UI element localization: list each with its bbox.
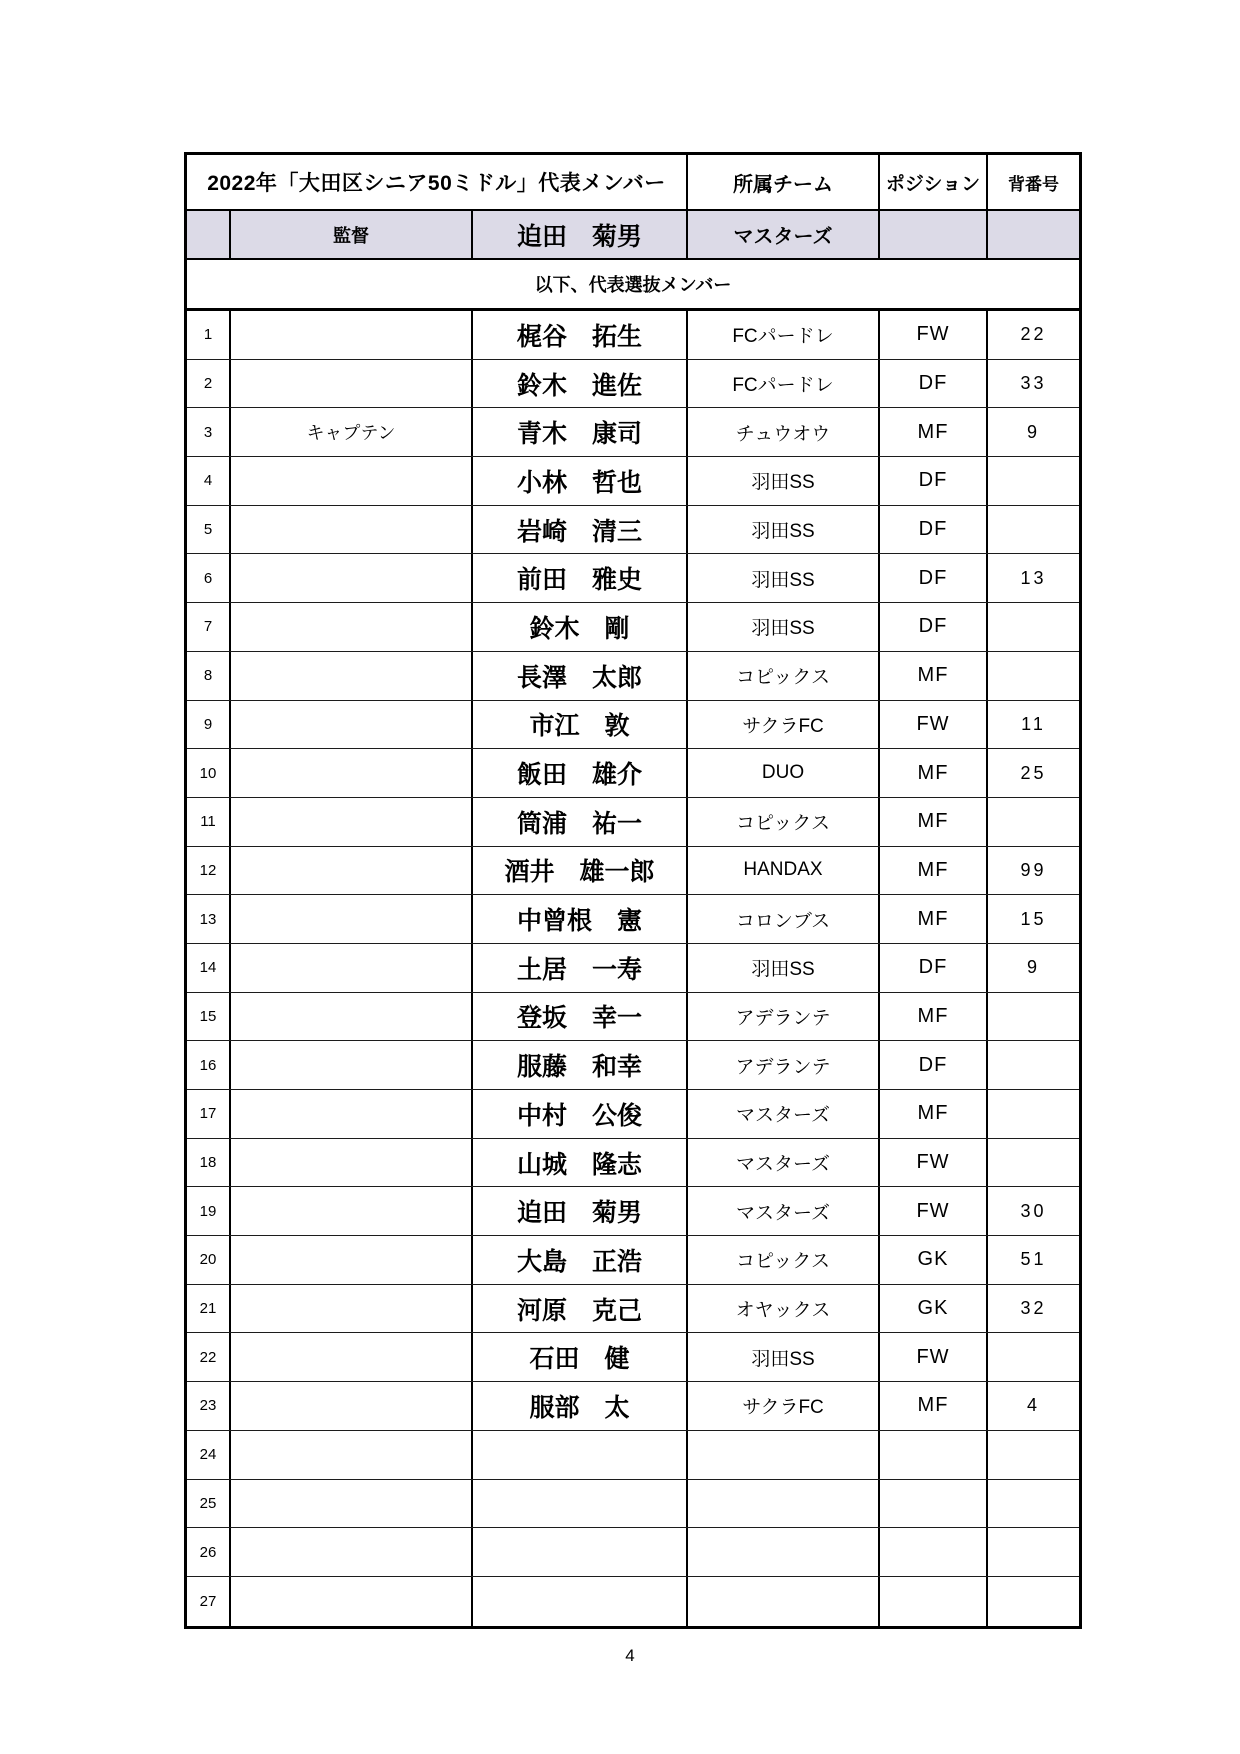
player-no: 12 bbox=[187, 847, 231, 895]
player-name bbox=[473, 1577, 688, 1626]
player-row bbox=[187, 554, 1079, 603]
player-team: FCパードレ bbox=[688, 311, 880, 359]
player-team: FCパードレ bbox=[688, 360, 880, 408]
player-row bbox=[187, 506, 1079, 555]
player-note bbox=[231, 1577, 473, 1626]
player-position: DF bbox=[880, 1041, 988, 1089]
player-note bbox=[231, 1382, 473, 1430]
player-no: 14 bbox=[187, 944, 231, 992]
player-row bbox=[187, 311, 1079, 360]
player-number: 11 bbox=[1021, 713, 1046, 734]
column-header-team: 所属チーム bbox=[688, 155, 880, 209]
player-position bbox=[880, 1431, 988, 1479]
player-position: DF bbox=[880, 360, 988, 408]
column-header-position: ポジション bbox=[880, 155, 988, 209]
player-number bbox=[988, 506, 1079, 554]
player-position: DF bbox=[880, 944, 988, 992]
player-row bbox=[187, 993, 1079, 1042]
player-note bbox=[231, 311, 473, 359]
player-number: 99 bbox=[1020, 859, 1047, 880]
player-position: DF bbox=[880, 457, 988, 505]
player-name: 鈴木 進佐 bbox=[473, 360, 688, 408]
player-position: GK bbox=[880, 1236, 988, 1284]
player-number bbox=[988, 652, 1079, 700]
player-number: 9 bbox=[1026, 421, 1040, 442]
player-number: 32 bbox=[1020, 1298, 1047, 1319]
player-team: 羽田SS bbox=[688, 603, 880, 651]
player-position: FW bbox=[880, 1333, 988, 1381]
player-name bbox=[473, 1431, 688, 1479]
player-row bbox=[187, 1382, 1079, 1431]
player-note bbox=[231, 847, 473, 895]
player-team: 羽田SS bbox=[688, 1333, 880, 1381]
player-note bbox=[231, 895, 473, 943]
player-position: DF bbox=[880, 506, 988, 554]
player-team: コロンブス bbox=[688, 895, 880, 943]
player-no: 19 bbox=[187, 1187, 231, 1235]
player-name bbox=[473, 1480, 688, 1528]
player-position bbox=[880, 1528, 988, 1576]
player-row bbox=[187, 895, 1079, 944]
player-no: 16 bbox=[187, 1041, 231, 1089]
player-number bbox=[988, 1528, 1079, 1576]
manager-team: マスターズ bbox=[688, 211, 880, 258]
player-no: 1 bbox=[187, 311, 231, 359]
player-number bbox=[988, 1139, 1079, 1187]
player-name: 市江 敦 bbox=[473, 701, 688, 749]
player-row bbox=[187, 1090, 1079, 1139]
player-team bbox=[688, 1528, 880, 1576]
player-team: アデランテ bbox=[688, 993, 880, 1041]
player-number bbox=[988, 603, 1079, 651]
player-note bbox=[231, 457, 473, 505]
player-no: 25 bbox=[187, 1480, 231, 1528]
player-number bbox=[988, 1577, 1079, 1626]
player-name: 長澤 太郎 bbox=[473, 652, 688, 700]
player-row bbox=[187, 360, 1079, 409]
player-note bbox=[231, 603, 473, 651]
player-name: 登坂 幸一 bbox=[473, 993, 688, 1041]
player-no: 4 bbox=[187, 457, 231, 505]
player-row bbox=[187, 1528, 1079, 1577]
player-name: 中村 公俊 bbox=[473, 1090, 688, 1138]
player-no: 3 bbox=[187, 408, 231, 456]
player-row bbox=[187, 457, 1079, 506]
player-number: 30 bbox=[1020, 1200, 1047, 1221]
player-name: 飯田 雄介 bbox=[473, 749, 688, 797]
player-note bbox=[231, 1480, 473, 1528]
table-body bbox=[187, 311, 1079, 1626]
player-name: 小林 哲也 bbox=[473, 457, 688, 505]
player-row bbox=[187, 1139, 1079, 1188]
player-no: 5 bbox=[187, 506, 231, 554]
player-note bbox=[231, 554, 473, 602]
player-row bbox=[187, 798, 1079, 847]
player-note bbox=[231, 1333, 473, 1381]
player-no: 21 bbox=[187, 1285, 231, 1333]
player-position: DF bbox=[880, 603, 988, 651]
player-no: 2 bbox=[187, 360, 231, 408]
player-number bbox=[988, 1090, 1079, 1138]
player-no: 24 bbox=[187, 1431, 231, 1479]
player-position: MF bbox=[880, 408, 988, 456]
player-team: 羽田SS bbox=[688, 944, 880, 992]
player-note bbox=[231, 1528, 473, 1576]
player-team: コピックス bbox=[688, 798, 880, 846]
player-row bbox=[187, 1577, 1079, 1626]
player-position: FW bbox=[880, 1139, 988, 1187]
player-row bbox=[187, 1285, 1079, 1334]
manager-index-cell bbox=[187, 211, 231, 258]
player-position: MF bbox=[880, 1090, 988, 1138]
player-name: 服藤 和幸 bbox=[473, 1041, 688, 1089]
player-team: アデランテ bbox=[688, 1041, 880, 1089]
player-team: チュウオウ bbox=[688, 408, 880, 456]
player-team: HANDAX bbox=[688, 847, 880, 895]
player-name: 河原 克己 bbox=[473, 1285, 688, 1333]
player-name: 筒浦 祐一 bbox=[473, 798, 688, 846]
player-number bbox=[988, 1480, 1079, 1528]
player-team bbox=[688, 1480, 880, 1528]
player-number bbox=[988, 1431, 1079, 1479]
player-team: DUO bbox=[688, 749, 880, 797]
player-team bbox=[688, 1577, 880, 1626]
player-team: サクラFC bbox=[688, 1382, 880, 1430]
player-row bbox=[187, 1333, 1079, 1382]
player-name: 岩崎 清三 bbox=[473, 506, 688, 554]
player-row bbox=[187, 847, 1079, 896]
player-note bbox=[231, 1187, 473, 1235]
player-position: DF bbox=[880, 554, 988, 602]
table-title: 2022年「大田区シニア50ミドル」代表メンバー bbox=[187, 155, 688, 209]
player-row bbox=[187, 1480, 1079, 1529]
player-number: 33 bbox=[1020, 373, 1047, 394]
player-note bbox=[231, 1090, 473, 1138]
player-position: MF bbox=[880, 1382, 988, 1430]
player-row bbox=[187, 603, 1079, 652]
player-row bbox=[187, 1236, 1079, 1285]
player-name: 青木 康司 bbox=[473, 408, 688, 456]
manager-row bbox=[187, 211, 1079, 260]
player-name: 土居 一寿 bbox=[473, 944, 688, 992]
player-note bbox=[231, 1431, 473, 1479]
player-no: 15 bbox=[187, 993, 231, 1041]
player-position bbox=[880, 1577, 988, 1626]
subtitle-row bbox=[187, 260, 1079, 311]
player-team: サクラFC bbox=[688, 701, 880, 749]
player-row bbox=[187, 944, 1079, 993]
player-position: MF bbox=[880, 652, 988, 700]
player-row bbox=[187, 1431, 1079, 1480]
player-team bbox=[688, 1431, 880, 1479]
player-position: FW bbox=[880, 1187, 988, 1235]
player-no: 6 bbox=[187, 554, 231, 602]
player-name: 大島 正浩 bbox=[473, 1236, 688, 1284]
player-team: 羽田SS bbox=[688, 457, 880, 505]
player-note bbox=[231, 701, 473, 749]
player-name: 前田 雅史 bbox=[473, 554, 688, 602]
player-number bbox=[988, 1333, 1079, 1381]
player-note bbox=[231, 1285, 473, 1333]
player-no: 26 bbox=[187, 1528, 231, 1576]
player-note bbox=[231, 1041, 473, 1089]
player-row bbox=[187, 408, 1079, 457]
player-team: コピックス bbox=[688, 1236, 880, 1284]
player-no: 27 bbox=[187, 1577, 231, 1626]
player-no: 13 bbox=[187, 895, 231, 943]
player-team: マスターズ bbox=[688, 1139, 880, 1187]
player-no: 17 bbox=[187, 1090, 231, 1138]
player-number: 13 bbox=[1020, 567, 1047, 588]
player-note bbox=[231, 1139, 473, 1187]
subtitle-text: 以下、代表選抜メンバー bbox=[534, 275, 732, 295]
player-team: マスターズ bbox=[688, 1187, 880, 1235]
player-position: MF bbox=[880, 993, 988, 1041]
player-number: 4 bbox=[1026, 1395, 1040, 1416]
column-header-number: 背番号 bbox=[1008, 174, 1059, 194]
player-position: FW bbox=[880, 311, 988, 359]
roster-table bbox=[184, 152, 1082, 1629]
player-team: 羽田SS bbox=[688, 506, 880, 554]
manager-number-cell bbox=[988, 211, 1079, 258]
player-note bbox=[231, 360, 473, 408]
player-row bbox=[187, 749, 1079, 798]
player-number bbox=[988, 993, 1079, 1041]
player-position: MF bbox=[880, 798, 988, 846]
player-name: 酒井 雄一郎 bbox=[473, 847, 688, 895]
player-number bbox=[988, 798, 1079, 846]
player-note bbox=[231, 749, 473, 797]
player-no: 22 bbox=[187, 1333, 231, 1381]
player-row bbox=[187, 1187, 1079, 1236]
player-no: 7 bbox=[187, 603, 231, 651]
player-team: マスターズ bbox=[688, 1090, 880, 1138]
player-position: MF bbox=[880, 749, 988, 797]
player-position: FW bbox=[880, 701, 988, 749]
player-number bbox=[988, 457, 1079, 505]
player-no: 18 bbox=[187, 1139, 231, 1187]
player-team: オヤックス bbox=[688, 1285, 880, 1333]
player-note bbox=[231, 993, 473, 1041]
player-name: 鈴木 剛 bbox=[473, 603, 688, 651]
player-note bbox=[231, 944, 473, 992]
player-number: 9 bbox=[1026, 957, 1040, 978]
player-row bbox=[187, 701, 1079, 750]
player-note: キャプテン bbox=[231, 408, 473, 456]
player-position: MF bbox=[880, 895, 988, 943]
player-no: 9 bbox=[187, 701, 231, 749]
header-row bbox=[187, 155, 1079, 211]
player-number bbox=[988, 1041, 1079, 1089]
player-note bbox=[231, 506, 473, 554]
player-note bbox=[231, 1236, 473, 1284]
player-name: 山城 隆志 bbox=[473, 1139, 688, 1187]
manager-position-cell bbox=[880, 211, 988, 258]
player-name: 迫田 菊男 bbox=[473, 1187, 688, 1235]
player-number: 22 bbox=[1020, 324, 1047, 345]
player-position bbox=[880, 1480, 988, 1528]
player-name bbox=[473, 1528, 688, 1576]
player-team: コピックス bbox=[688, 652, 880, 700]
player-team: 羽田SS bbox=[688, 554, 880, 602]
manager-label: 監督 bbox=[231, 211, 473, 258]
player-no: 20 bbox=[187, 1236, 231, 1284]
player-name: 中曾根 憲 bbox=[473, 895, 688, 943]
player-note bbox=[231, 652, 473, 700]
player-position: GK bbox=[880, 1285, 988, 1333]
player-number: 25 bbox=[1020, 762, 1047, 783]
player-no: 8 bbox=[187, 652, 231, 700]
manager-name: 迫田 菊男 bbox=[473, 211, 688, 258]
player-no: 23 bbox=[187, 1382, 231, 1430]
player-position: MF bbox=[880, 847, 988, 895]
player-name: 石田 健 bbox=[473, 1333, 688, 1381]
page-number: 4 bbox=[625, 1646, 635, 1665]
player-note bbox=[231, 798, 473, 846]
player-name: 服部 太 bbox=[473, 1382, 688, 1430]
player-row bbox=[187, 1041, 1079, 1090]
player-no: 10 bbox=[187, 749, 231, 797]
player-name: 梶谷 拓生 bbox=[473, 311, 688, 359]
player-number: 51 bbox=[1020, 1249, 1047, 1270]
player-number: 15 bbox=[1020, 908, 1047, 929]
player-no: 11 bbox=[187, 798, 231, 846]
player-row bbox=[187, 652, 1079, 701]
